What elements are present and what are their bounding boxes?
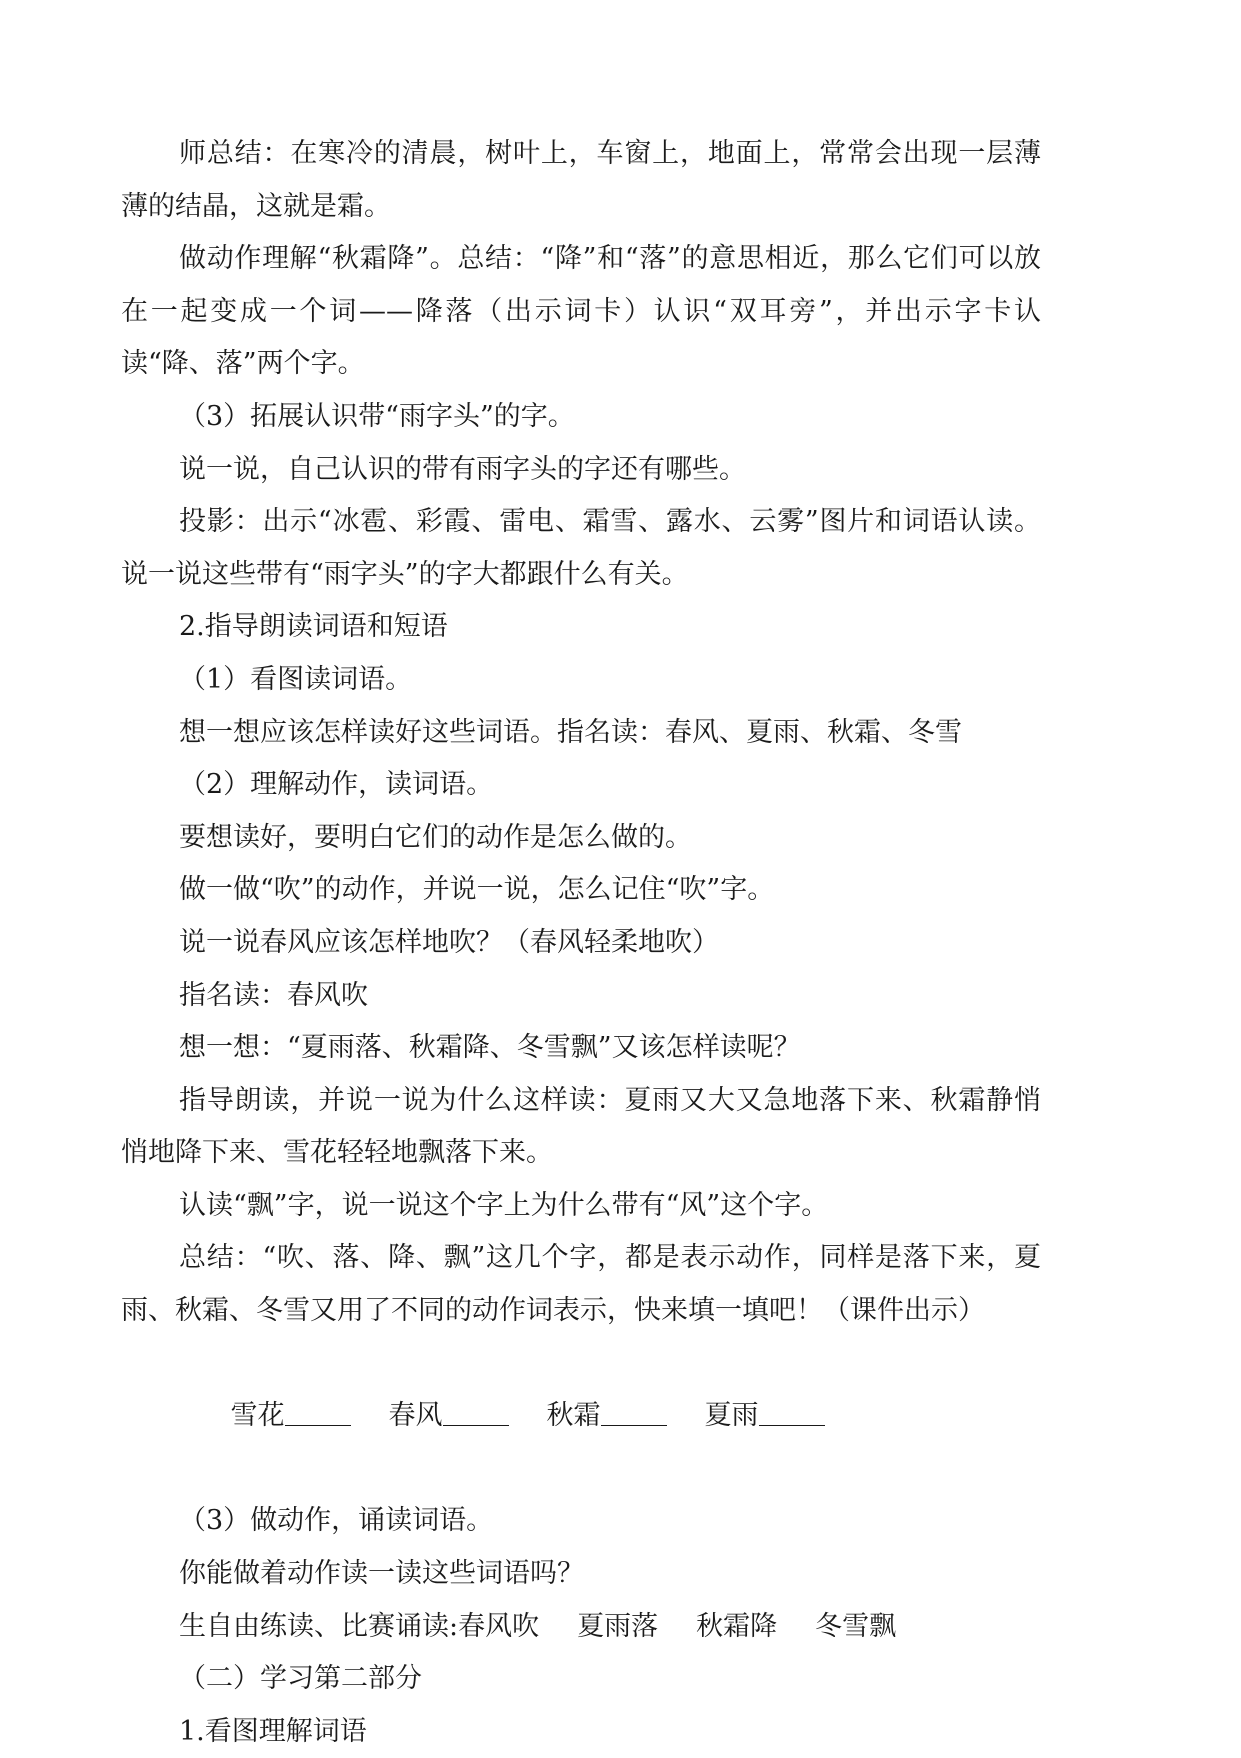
practice-item: 春风吹: [458, 1610, 540, 1642]
blank-line: [285, 1395, 351, 1426]
paragraph: 想一想：“夏雨落、秋霜降、冬雪飘”又该怎样读呢？: [179, 1032, 801, 1064]
paragraph: 做一做“吹”的动作，并说一说，怎么记住“吹”字。: [179, 874, 775, 906]
practice-prefix: 生自由练读、比赛诵读:: [179, 1610, 459, 1642]
practice-row: [121, 1601, 1041, 1654]
paragraph: （3）做动作，诵读词语。: [179, 1505, 494, 1537]
paragraph: 说一说春风应该怎样地吹？（春风轻柔地吹）: [179, 926, 719, 958]
sub-heading: 1.看图理解词语: [179, 1715, 367, 1747]
blank-line: [601, 1395, 667, 1426]
document-body: [121, 128, 1041, 1758]
paragraph: 想一想应该怎样读好这些词语。指名读：春风、夏雨、秋霜、冬雪: [179, 716, 962, 748]
paragraph: 师总结：在寒冷的清晨，树叶上，车窗上，地面上，常常会出现一层薄薄的结晶，这就是霜。: [121, 138, 1041, 222]
paragraph: 做动作理解“秋霜降”。总结：“降”和“落”的意思相近，那么它们可以放在一起变成一个词——降落（出示词卡）认识“双耳旁”，并出示字卡认读“降、落”两个字。: [121, 243, 1041, 380]
fill-blank-item: [389, 1390, 509, 1443]
fill-blank-row: [121, 1338, 1041, 1496]
paragraph: 说一说，自己认识的带有雨字头的字还有哪些。: [179, 453, 746, 485]
fill-blank-item: [705, 1390, 825, 1443]
fill-blank-word: 春风: [388, 1400, 443, 1432]
fill-blank-item: [231, 1390, 351, 1443]
practice-item: 冬雪飘: [815, 1610, 897, 1642]
paragraph: 你能做着动作读一读这些词语吗？: [179, 1558, 584, 1590]
paragraph: 要想读好，要明白它们的动作是怎么做的。: [179, 821, 692, 853]
paragraph: 指导朗读，并说一说为什么这样读：夏雨又大又急地落下来、秋霜静悄悄地降下来、雪花轻轻地飘落下来。: [121, 1084, 1041, 1169]
practice-item: 秋霜降: [696, 1610, 778, 1642]
fill-blank-word: 夏雨: [704, 1400, 759, 1432]
section-heading: （二）学习第二部分: [179, 1663, 422, 1695]
paragraph: 指名读：春风吹: [179, 979, 368, 1011]
paragraph: 2.指导朗读词语和短语: [179, 611, 448, 643]
fill-blank-word: 秋霜: [546, 1400, 601, 1432]
paragraph: 总结：“吹、落、降、飘”这几个字，都是表示动作，同样是落下来，夏雨、秋霜、冬雪又用了不同的动作词表示，快来填一填吧！（课件出示）: [121, 1242, 1041, 1327]
paragraph: （1）看图读词语。: [179, 663, 413, 695]
paragraph: （3）拓展认识带“雨字头”的字。: [179, 400, 575, 432]
fill-blank-word: 雪花: [230, 1400, 285, 1432]
blank-line: [443, 1395, 509, 1426]
paragraph: 认读“飘”字，说一说这个字上为什么带有“风”这个字。: [179, 1189, 829, 1221]
practice-item: 夏雨落: [577, 1610, 659, 1642]
paragraph: （2）理解动作，读词语。: [179, 769, 494, 801]
paragraph: 投影：出示“冰雹、彩霞、雷电、霜雪、露水、云雾”图片和词语认读。说一说这些带有“雨字头”的字大都跟什么有关。: [121, 506, 1041, 590]
fill-blank-item: [547, 1390, 667, 1443]
blank-line: [759, 1395, 825, 1426]
